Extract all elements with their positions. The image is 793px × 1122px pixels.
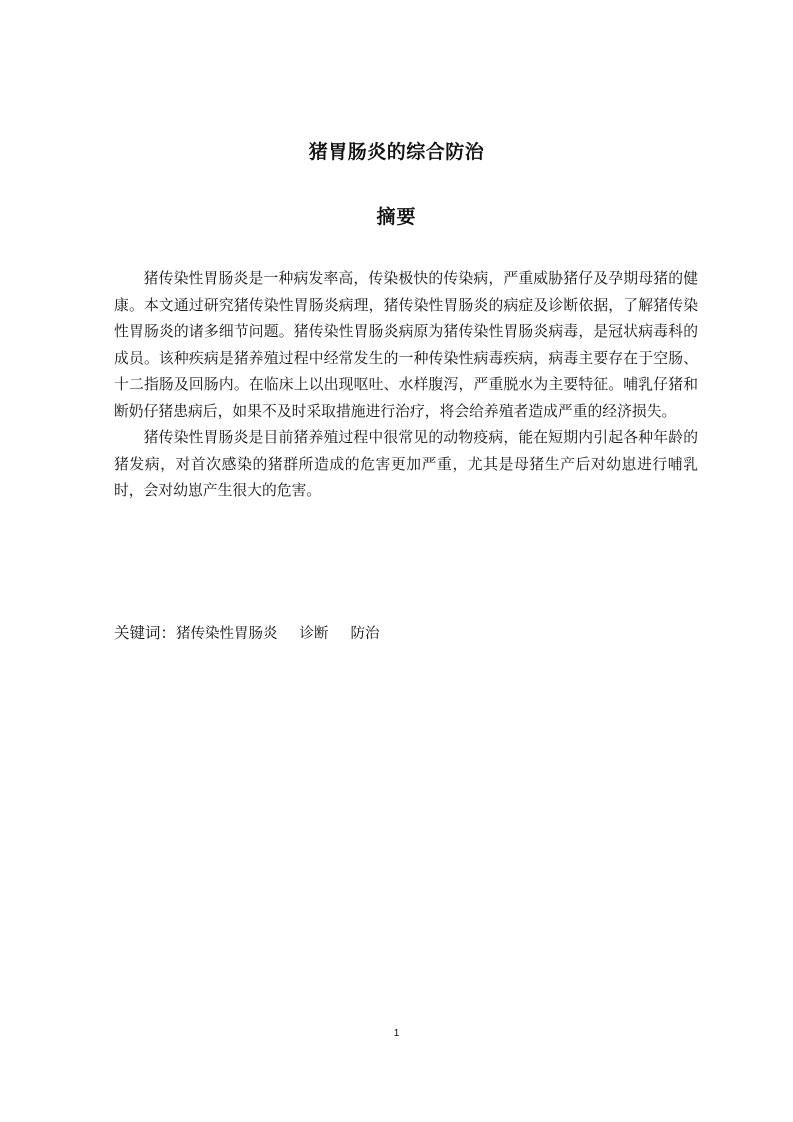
abstract-heading: 摘要 (376, 206, 417, 228)
keyword-item: 诊断 (299, 626, 329, 642)
keyword-item: 防治 (350, 626, 380, 642)
page-number: 1 (393, 1028, 400, 1039)
keyword-item: 猪传染性胃肠炎 (176, 626, 278, 642)
abstract-paragraph-1: 猪传染性胃肠炎是一种病发率高，传染极快的传染病，严重威胁猪仔及孕期母猪的健康。本文通过研究猪传染性胃肠炎病理，猪传染性胃肠炎的病症及诊断依据，了解猪传染性胃肠炎的诸多细节问题。猪传染性胃肠炎病原为猪传染性胃肠炎病毒，是冠状病毒科的成员。该种疾病是猪养殖过程中经常发生的一种传染性病毒疾病，病毒主要存在于空肠、十二指肠及回肠内。在临床上以出现呕吐、水样腹泻，严重脱水为主要特征。哺乳仔猪和断奶仔猪患病后，如果不及时采取措施进行治疗，将会给养殖者造成严重的经济损失。 (114, 270, 698, 420)
keywords-label: 关键词： (114, 624, 177, 642)
abstract-paragraph-2: 猪传染性胃肠炎是目前猪养殖过程中很常见的动物疫病，能在短期内引起各种年龄的猪发病，对首次感染的猪群所造成的危害更加严重，尤其是母猪生产后对幼崽进行哺乳时，会对幼崽产生很大的危害。 (114, 429, 698, 499)
document-title: 猪胃肠炎的综合防治 (308, 141, 485, 163)
abstract-body (114, 266, 698, 505)
keywords-line (114, 620, 402, 647)
